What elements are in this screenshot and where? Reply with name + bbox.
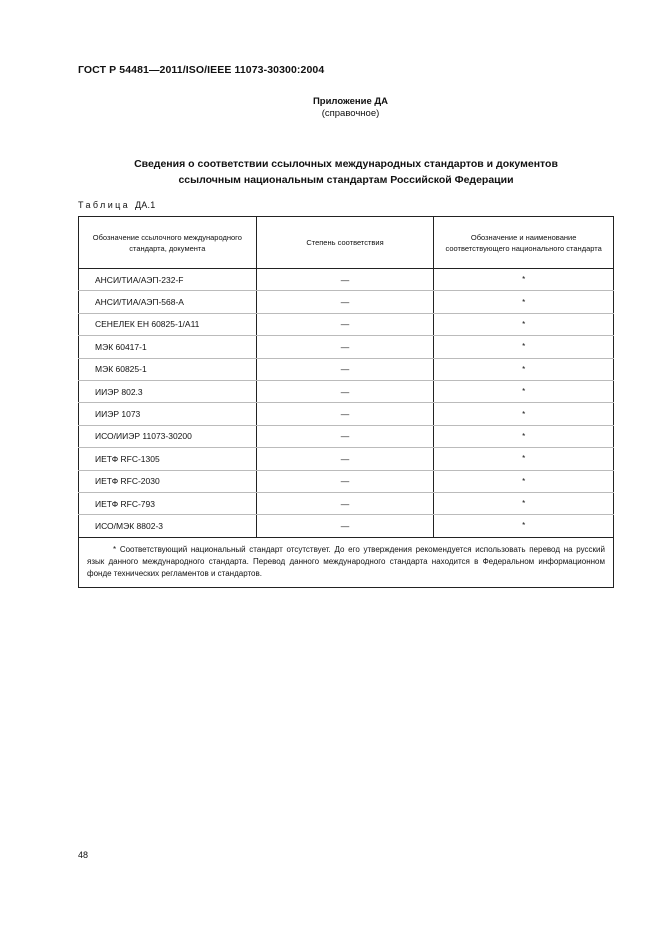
table-row [79,380,614,402]
cell-national-standard: * [434,269,614,291]
cell-degree-of-conformity: — [256,515,434,537]
table-body [79,269,614,538]
cell-national-standard: * [434,336,614,358]
cell-degree-of-conformity: — [256,291,434,313]
cell-degree-of-conformity: — [256,403,434,425]
cell-national-standard: * [434,470,614,492]
table-row [79,336,614,358]
document-header: ГОСТ Р 54481—2011/ISO/IEEE 11073-30300:2004 [78,64,325,76]
cell-degree-of-conformity: — [256,380,434,402]
cell-degree-of-conformity: — [256,470,434,492]
table-row [79,425,614,447]
footnote-row [79,537,614,587]
cell-international-standard: ИСО/МЭК 8802-3 [79,515,257,537]
table-header-row [79,217,614,269]
cell-international-standard: АНСИ/ТИА/АЭП-232-F [79,269,257,291]
cell-international-standard: АНСИ/ТИА/АЭП-568-А [79,291,257,313]
cell-international-standard: ИИЭР 802.3 [79,380,257,402]
table-row [79,515,614,537]
cell-national-standard: * [434,291,614,313]
cell-degree-of-conformity: — [256,425,434,447]
cell-national-standard: * [434,358,614,380]
annex-title: Приложение ДА [312,96,389,107]
cell-national-standard: * [434,425,614,447]
footnote-text: * Соответствующий национальный стандарт отсутствует. До его утверждения рекомендуется использовать перевод на русский язык данного международного стандарта. Перевод данного международного стандарта находится в Федеральном информационном фонде технических регламентов и стандартов. [87,544,605,578]
cell-degree-of-conformity: — [256,336,434,358]
annex-subtitle: (справочное) [321,108,380,119]
cell-international-standard: МЭК 60417-1 [79,336,257,358]
table-row [79,291,614,313]
header-degree-of-conformity: Степень соответствия [256,217,434,269]
table-caption-number: ДА.1 [135,200,156,210]
annex-heading [0,96,661,120]
cell-international-standard: ИЕТФ RFC-2030 [79,470,257,492]
table-row [79,492,614,514]
cell-national-standard: * [434,448,614,470]
cell-international-standard: ИСО/ИИЭР 11073-30200 [79,425,257,447]
table-row [79,358,614,380]
standards-table [78,216,614,588]
cell-international-standard: ИИЭР 1073 [79,403,257,425]
table-footnote [79,537,614,587]
cell-international-standard: ИЕТФ RFC-1305 [79,448,257,470]
table-row [79,448,614,470]
table-row [79,269,614,291]
cell-degree-of-conformity: — [256,448,434,470]
table-row [79,313,614,335]
cell-international-standard: СЕНЕЛЕК ЕН 60825-1/А11 [79,313,257,335]
section-title-line-1: Сведения о соответствии ссылочных международных стандартов и документов [134,158,558,170]
cell-national-standard: * [434,515,614,537]
cell-degree-of-conformity: — [256,358,434,380]
cell-degree-of-conformity: — [256,492,434,514]
cell-national-standard: * [434,380,614,402]
cell-degree-of-conformity: — [256,269,434,291]
table-caption-label: Таблица [78,200,131,210]
cell-national-standard: * [434,313,614,335]
cell-national-standard: * [434,492,614,514]
cell-national-standard: * [434,403,614,425]
cell-international-standard: МЭК 60825-1 [79,358,257,380]
cell-degree-of-conformity: — [256,313,434,335]
cell-international-standard: ИЕТФ RFC-793 [79,492,257,514]
header-international-standard: Обозначение ссылочного международного стандарта, документа [79,217,257,269]
table-row [79,470,614,492]
section-title [78,156,614,188]
header-national-standard: Обозначение и наименование соответствующего национального стандарта [434,217,614,269]
table-caption [78,200,155,210]
table-row [79,403,614,425]
section-title-line-2: ссылочным национальным стандартам Российской Федерации [178,174,514,186]
page-number: 48 [78,850,89,860]
